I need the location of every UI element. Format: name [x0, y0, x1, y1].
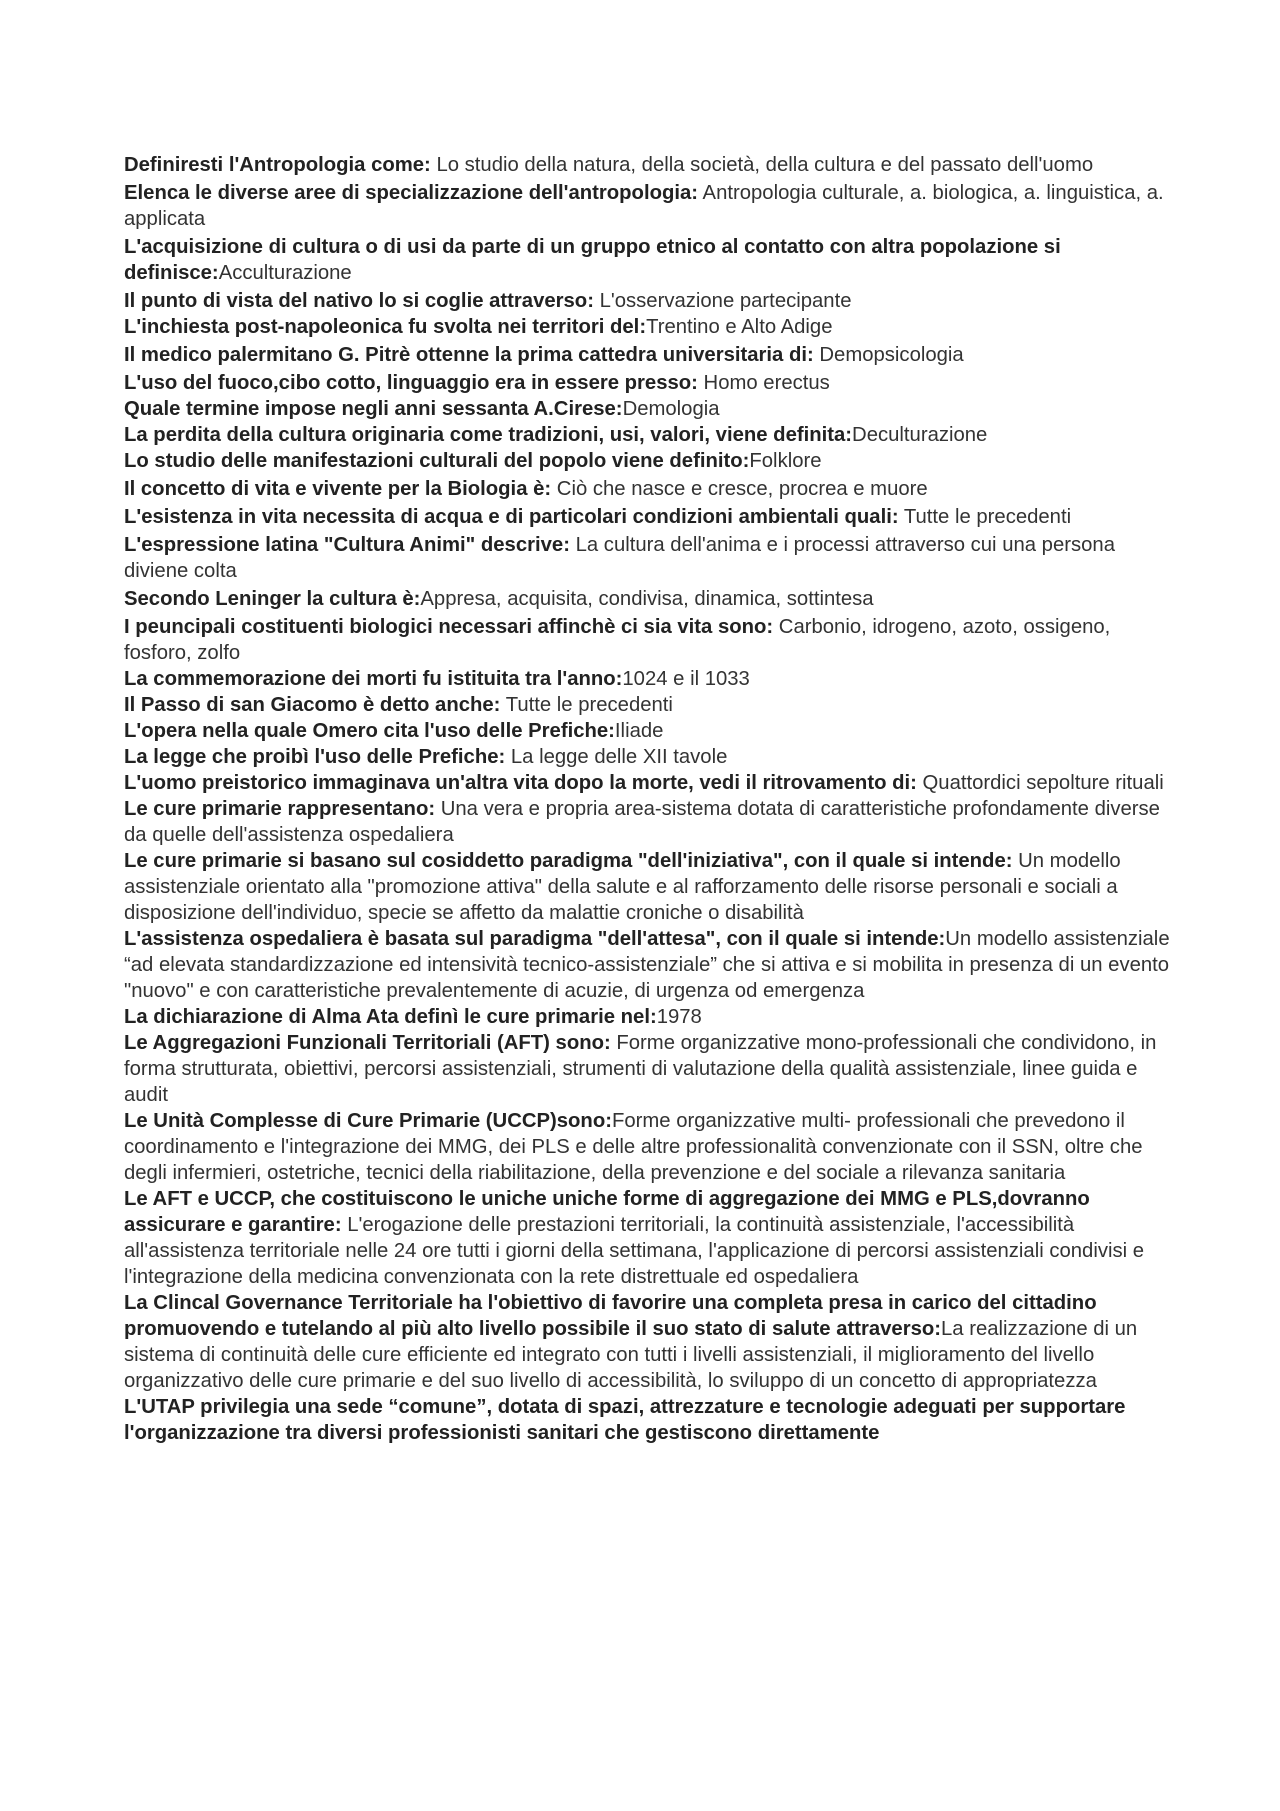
answer: Un modello assistenziale orientato alla "promozione attiva" della salute e al rafforzamento delle risorse personali e sociali a disposizione dell'individuo, specie se affetto da malattie croniche o disabilità [124, 850, 1121, 924]
qa-entry [124, 1004, 1172, 1030]
qa-entry [124, 666, 1172, 692]
qa-entry [124, 234, 1172, 286]
question: Il Passo di san Giacomo è detto anche: [124, 694, 501, 716]
qa-entry [124, 152, 1172, 178]
question: L'uso del fuoco,cibo cotto, linguaggio era in essere presso: [124, 372, 698, 394]
answer: Tutte le precedenti [898, 506, 1072, 528]
qa-entry [124, 1290, 1172, 1394]
question: L'inchiesta post-napoleonica fu svolta nei territori del: [124, 316, 647, 338]
question: L'UTAP privilegia una sede “comune”, dotata di spazi, attrezzature e tecnologie adeguati per supportare l'organizzazione tra diversi professionisti sanitari che gestiscono direttamente [124, 1396, 1126, 1444]
qa-entry [124, 848, 1172, 926]
qa-entry [124, 718, 1172, 744]
qa-entry [124, 288, 1172, 314]
qa-entry [124, 422, 1172, 448]
question: Le AFT e UCCP, che costituiscono le uniche uniche forme di aggregazione dei MMG e PLS,dovranno assicurare e garantire: [124, 1188, 1090, 1236]
question: Le cure primarie rappresentano: [124, 798, 436, 820]
answer: La cultura dell'anima e i processi attraverso cui una persona diviene colta [124, 534, 1115, 582]
answer: La realizzazione di un sistema di continuità delle cure efficiente ed integrato con tutti i livelli assistenziali, il miglioramento del livello organizzativo delle cure primarie e del suo livello di accessibilità, lo sviluppo di un concetto di appropriatezza [124, 1318, 1138, 1392]
answer: Demopsicologia [813, 344, 964, 366]
qa-entry [124, 586, 1172, 612]
question: Le cure primarie si basano sul cosiddetto paradigma "dell'iniziativa", con il quale si intende: [124, 850, 1013, 872]
question: Le Aggregazioni Funzionali Territoriali (AFT) sono: [124, 1032, 611, 1054]
answer: Appresa, acquisita, condivisa, dinamica, sottintesa [420, 588, 874, 610]
answer: Forme organizzative mono-professionali che condividono, in forma strutturata, obiettivi, percorsi assistenziali, strumenti di valutazione della qualità assistenziale, linee guida e audit [124, 1032, 1157, 1106]
qa-entry [124, 476, 1172, 502]
question: La perdita della cultura originaria come tradizioni, usi, valori, viene definita: [124, 424, 853, 446]
answer: L'osservazione partecipante [593, 290, 852, 312]
answer: 1024 e il 1033 [622, 668, 750, 690]
qa-entry [124, 1108, 1172, 1186]
answer: Demologia [622, 398, 720, 420]
question: L'opera nella quale Omero cita l'uso delle Prefiche: [124, 720, 615, 742]
qa-entry [124, 796, 1172, 848]
question: La commemorazione dei morti fu istituita tra l'anno: [124, 668, 623, 690]
question: Secondo Leninger la cultura è: [124, 588, 421, 610]
qa-entry [124, 1394, 1172, 1446]
document-page [124, 152, 1172, 1446]
qa-entry [124, 180, 1172, 232]
qa-entry [124, 448, 1172, 474]
qa-entry [124, 504, 1172, 530]
answer: L'erogazione delle prestazioni territoriali, la continuità assistenziale, l'accessibilità all'assistenza territoriale nelle 24 ore tutti i giorni della settimana, l'applicazione di percorsi assistenziali condivisi e l'integrazione della medicina convenzionata con la rete distrettuale ed ospedaliera [124, 1214, 1145, 1288]
question: L'assistenza ospedaliera è basata sul paradigma "dell'attesa", con il quale si intende: [124, 928, 946, 950]
qa-entry [124, 396, 1172, 422]
answer: Antropologia culturale, a. biologica, a. linguistica, a. applicata [124, 182, 1164, 230]
question: L'esistenza in vita necessita di acqua e di particolari condizioni ambientali quali: [124, 506, 899, 528]
question: Elenca le diverse aree di specializzazione dell'antropologia: [124, 182, 699, 204]
answer: Forme organizzative multi- professionali che prevedono il coordinamento e l'integrazione dei MMG, dei PLS e delle altre professionalità convenzionate con il SSN, oltre che degli infermieri, ostetriche, tecnici della riabilitazione, della prevenzione e del sociale a rilevanza sanitaria [124, 1110, 1143, 1184]
qa-entry [124, 1030, 1172, 1108]
question: Il medico palermitano G. Pitrè ottenne la prima cattedra universitaria di: [124, 344, 814, 366]
qa-entry [124, 532, 1172, 584]
qa-entry [124, 614, 1172, 666]
question: L'uomo preistorico immaginava un'altra vita dopo la morte, vedi il ritrovamento di: [124, 772, 917, 794]
question: Il concetto di vita e vivente per la Biologia è: [124, 478, 552, 500]
question: Il punto di vista del nativo lo si coglie attraverso: [124, 290, 594, 312]
question: L'espressione latina "Cultura Animi" descrive: [124, 534, 570, 556]
question: L'acquisizione di cultura o di usi da parte di un gruppo etnico al contatto con altra popolazione si definisce: [124, 236, 1061, 284]
qa-entry [124, 1186, 1172, 1290]
answer: Homo erectus [697, 372, 830, 394]
question: Definiresti l'Antropologia come: [124, 154, 431, 176]
answer: Carbonio, idrogeno, azoto, ossigeno, fosforo, zolfo [124, 616, 1111, 664]
qa-entry [124, 314, 1172, 340]
qa-entry [124, 770, 1172, 796]
answer: Deculturazione [852, 424, 988, 446]
qa-entry [124, 370, 1172, 396]
answer: Iliade [614, 720, 664, 742]
answer: Ciò che nasce e cresce, procrea e muore [551, 478, 928, 500]
qa-entry [124, 342, 1172, 368]
question: I peuncipali costituenti biologici necessari affinchè ci sia vita sono: [124, 616, 774, 638]
answer: Quattordici sepolture rituali [916, 772, 1164, 794]
qa-entry [124, 744, 1172, 770]
answer: Acculturazione [218, 262, 352, 284]
qa-entry [124, 926, 1172, 1004]
answer: Trentino e Alto Adige [646, 316, 833, 338]
question: La dichiarazione di Alma Ata definì le cure primarie nel: [124, 1006, 657, 1028]
question: La Clincal Governance Territoriale ha l'obiettivo di favorire una completa presa in carico del cittadino promuovendo e tutelando al più alto livello possibile il suo stato di salute attraverso: [124, 1292, 1097, 1340]
answer: 1978 [656, 1006, 702, 1028]
question: Lo studio delle manifestazioni culturali del popolo viene definito: [124, 450, 750, 472]
qa-entry [124, 692, 1172, 718]
answer: Una vera e propria area-sistema dotata di caratteristiche profondamente diverse da quelle dell'assistenza ospedaliera [124, 798, 1160, 846]
answer: La legge delle XII tavole [505, 746, 728, 768]
answer: Folklore [749, 450, 822, 472]
answer: Lo studio della natura, della società, della cultura e del passato dell'uomo [430, 154, 1094, 176]
answer: Tutte le precedenti [500, 694, 673, 716]
question: La legge che proibì l'uso delle Prefiche: [124, 746, 506, 768]
question: Quale termine impose negli anni sessanta A.Cirese: [124, 398, 623, 420]
question: Le Unità Complesse di Cure Primarie (UCCP)sono: [124, 1110, 612, 1132]
answer: Un modello assistenziale “ad elevata standardizzazione ed intensività tecnico-assistenziale” che si attiva e si mobilita in presenza di un evento "nuovo" e con caratteristiche prevalentemente di acuzie, di urgenza od emergenza [124, 928, 1170, 1002]
